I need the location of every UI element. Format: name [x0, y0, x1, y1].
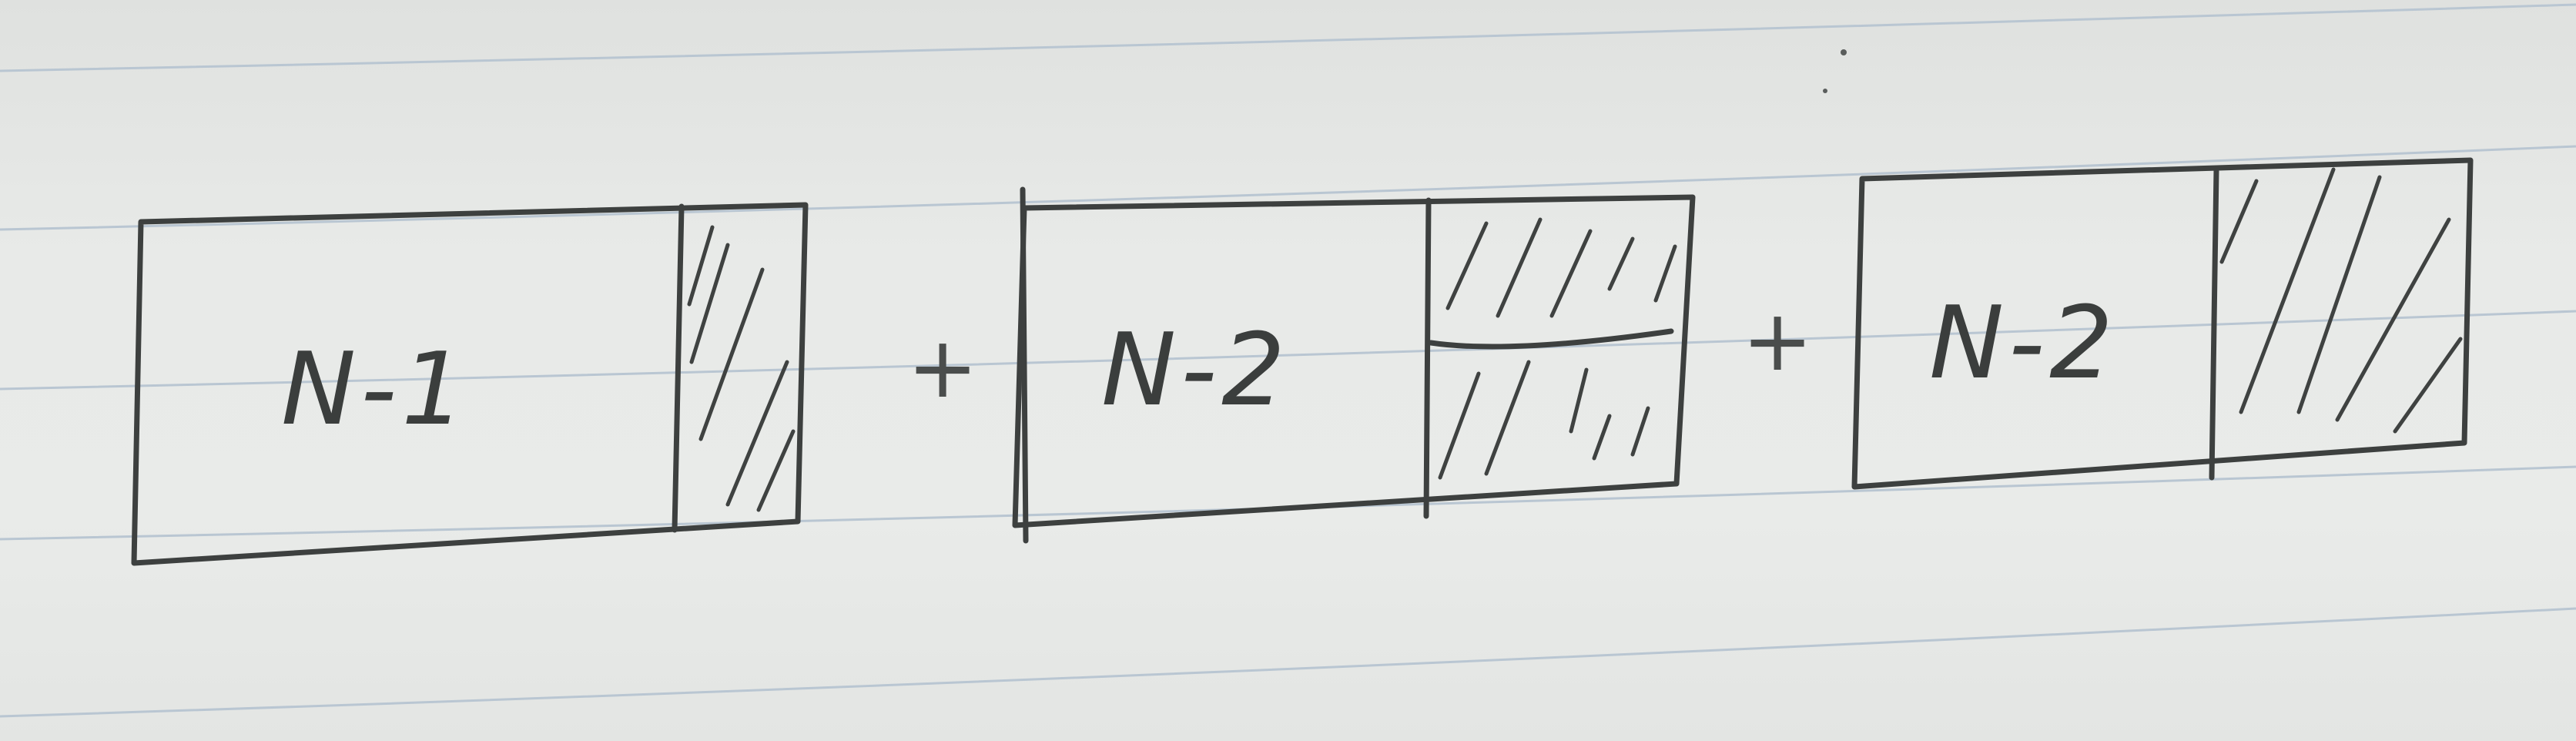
block-2-left-edge-extension [1023, 189, 1026, 541]
ruled-line [0, 467, 2576, 539]
plus-operator-1: + [907, 318, 979, 417]
pencil-dot [1823, 89, 1827, 93]
block-2-hatching-top [1448, 220, 1675, 316]
block-1-hatching [689, 227, 793, 510]
block-3-label: N-2 [1929, 284, 2118, 401]
block-2-hatching-bottom [1440, 362, 1648, 478]
plus-operator-2: + [1742, 291, 1814, 390]
block-2-label: N-2 [1101, 311, 1290, 428]
block-2 [1015, 189, 1693, 541]
block-2-divider [1426, 200, 1429, 516]
block-1-divider [675, 206, 682, 530]
pencil-dot [1841, 49, 1847, 55]
block-3 [1854, 160, 2470, 487]
block-3-hatching [2222, 169, 2460, 431]
ruled-line [0, 609, 2576, 716]
ruled-line [0, 5, 2576, 71]
block-3-divider [2212, 169, 2216, 478]
block-1-label: N-1 [281, 330, 470, 448]
